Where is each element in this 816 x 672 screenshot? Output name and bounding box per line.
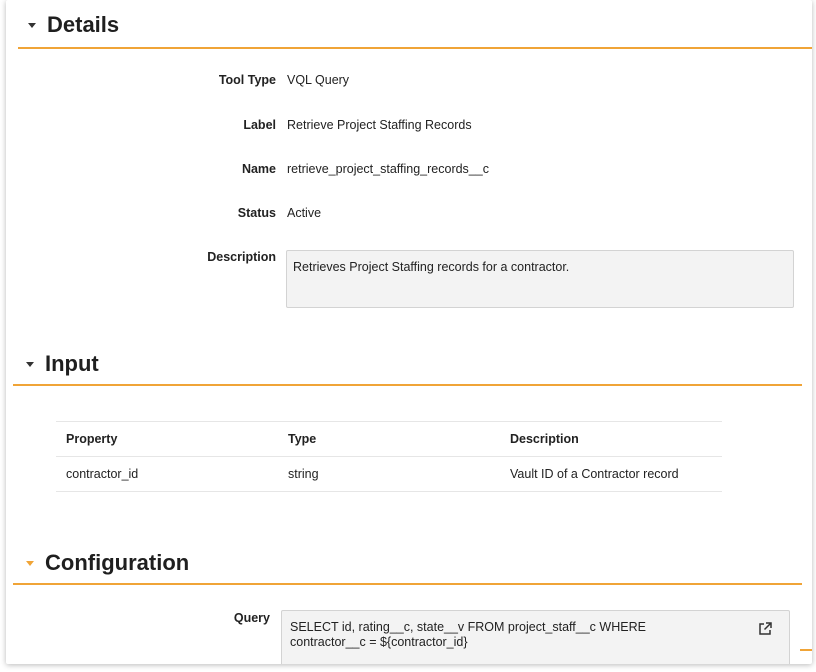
table-cell-type: string — [288, 467, 319, 481]
caret-down-icon[interactable] — [26, 362, 34, 367]
tool-detail-panel — [6, 0, 812, 664]
details-divider — [18, 47, 812, 49]
details-section-header[interactable] — [28, 12, 119, 38]
input-table — [56, 421, 722, 492]
tool-type-value: VQL Query — [287, 73, 350, 87]
column-header-property: Property — [66, 432, 118, 446]
tool-type-label: Tool Type — [218, 73, 276, 87]
description-label: Description — [207, 250, 276, 264]
input-divider — [13, 384, 802, 386]
query-line-2: contractor__c = ${contractor_id} — [290, 635, 468, 649]
right-edge-rule — [800, 649, 812, 651]
column-header-type: Type — [288, 432, 317, 446]
label-label: Label — [243, 118, 276, 132]
configuration-section-header[interactable] — [26, 550, 189, 576]
name-value: retrieve_project_staffing_records__c — [287, 162, 489, 176]
description-value: Retrieves Project Staffing records for a contractor. — [293, 260, 570, 274]
details-section-title: Details — [47, 12, 120, 37]
table-header-row — [56, 421, 722, 457]
table-cell-property: contractor_id — [66, 467, 139, 481]
caret-down-icon[interactable] — [26, 561, 34, 566]
query-line-1: SELECT id, rating__c, state__v FROM project_staff__c WHERE — [290, 620, 646, 634]
configuration-section-title: Configuration — [45, 550, 190, 575]
status-value: Active — [287, 206, 322, 220]
name-label: Name — [241, 162, 276, 176]
caret-down-icon[interactable] — [28, 23, 36, 28]
query-field — [281, 610, 790, 664]
description-field — [286, 250, 794, 308]
input-section-header[interactable] — [26, 351, 99, 377]
table-cell-description: Vault ID of a Contractor record — [510, 467, 679, 481]
status-label: Status — [237, 206, 276, 220]
query-label: Query — [233, 611, 270, 625]
configuration-divider — [13, 583, 802, 585]
external-link-icon[interactable] — [757, 621, 773, 637]
column-header-description: Description — [510, 432, 579, 446]
table-row — [56, 457, 722, 492]
label-value: Retrieve Project Staffing Records — [287, 118, 472, 132]
input-section-title: Input — [45, 351, 99, 376]
